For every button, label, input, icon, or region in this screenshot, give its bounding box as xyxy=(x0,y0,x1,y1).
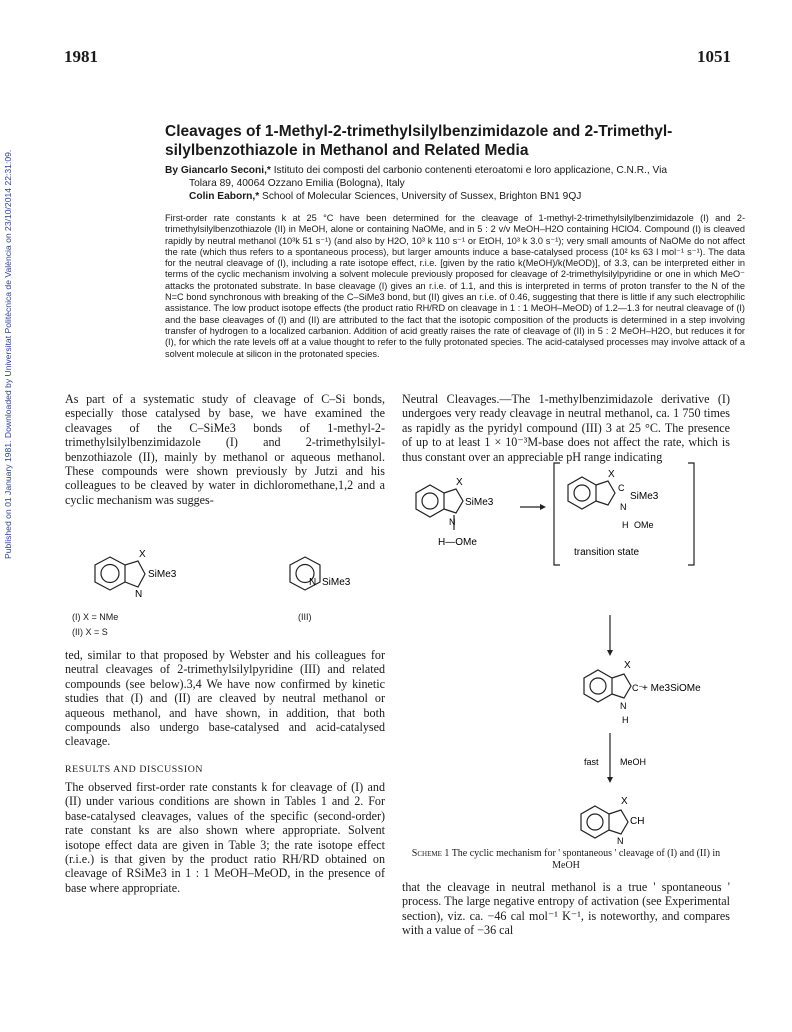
neutral-cleavages-paragraph: Neutral Cleavages.—The 1-methylbenzimidazole derivative (I) undergoes very ready cleavage in neutral methanol, ca. 1 750 times as rapidly as the pyridyl compound (III) 3 at 25 °C. The presence of up to at least 1 × 10⁻³M-base does not affect the rate, which is thus constant over an appreciable pH range indicating xyxy=(402,392,730,464)
svg-text:fast: fast xyxy=(584,757,599,767)
svg-text:SiMe3: SiMe3 xyxy=(465,497,494,508)
page-number: 1051 xyxy=(697,47,731,66)
intro-paragraph-continued: ted, similar to that proposed by Webster and his colleagues for neutral cleavages of 2-trimethylsilylpyridine (III) and related compounds (see below).3,4 We have now confirmed by kinetic studies that (I) and (II) are cleaved by neutral methanol or aqueous methanol, and have shown, in addition, that both compounds also undergo base-catalysed and acid-catalysed cleavage. xyxy=(65,648,385,749)
author-block xyxy=(165,164,745,203)
intro-paragraph: As part of a systematic study of cleavage of C–Si bonds, especially those catalysed by base, we have examined the cleavages of the C–SiMe3 bonds of 1-methyl-2-trimethylsilylbenzimidazole (I) and 2-trimethylsilyl-benzothiazole (II), mainly by methanol or aqueous methanol. These compounds were shown previously by Jutzi and his colleagues to be cleaved by water in dichloromethane,1,2 and a cyclic mechanism was sugges- xyxy=(65,392,385,507)
svg-text:X: X xyxy=(621,796,628,807)
ring-n-label-1: N xyxy=(135,589,143,600)
scheme-caption-text: The cyclic mechanism for ' spontaneous ' cleavage of (I) and (II) in MeOH xyxy=(451,848,721,871)
svg-text:N: N xyxy=(449,517,456,527)
sime3-label-2: SiMe3 xyxy=(322,577,351,588)
results-paragraph: The observed first-order rate constants k for cleavage of (I) and (II) under various conditions are shown in Tables 1 and 2. For base-catalysed cleavages, values of the specific (second-order) rate constant ks are also shown where appropriate. Solvent isotope effect data are given in Table 3; the rate isotope effect (r.i.e.) is that given by the product ratio RH/RD obtained on cleavage of RSiMe3 in 1 : 1 MeOH–MeOD, in the presence of base where appropriate. xyxy=(65,780,385,895)
sime3-label-1: SiMe3 xyxy=(148,569,177,580)
product-me3siome: + Me3SiOMe xyxy=(642,683,701,694)
svg-text:N: N xyxy=(617,836,624,846)
svg-text:X: X xyxy=(608,469,615,480)
author-2-affiliation: School of Molecular Sciences, University of Sussex, Brighton BN1 9QJ xyxy=(259,191,582,202)
journal-year: 1981 xyxy=(64,47,98,66)
scheme-1-diagram xyxy=(402,455,732,785)
author-1-address: Tolara 89, 40064 Ozzano Emilia (Bologna), Italy xyxy=(189,178,405,189)
abstract: First-order rate constants k at 25 °C have been determined for the cleavage of 1-methyl-2-trimethylsilylbenzimidazole (I) and 2-trimethylsilylbenzothiazole (II) in MeOH, alone or containing NaOMe, and in 5 : 2 v/v MeOH–H2O containing HClO4. Compound (I) is cleaved rapidly by neutral methanol (10³k 51 s⁻¹) (and also by H2O, 10³ k 110 s⁻¹ or EtOH, 10³ k 3.0 s⁻¹); very small amounts of NaOMe do not affect the rate (which thus refers to a spontaneous process), but larger amounts induce a base-catalysed process (10² ks 63 l mol⁻¹ s⁻¹). The data for the neutral cleavage of (I), including a rate isotope effect, r.i.e. [given by the ratio k(MeOH)/k(MeOD)], of 3.3, can be interpreted either in terms of the cyclic mechanism involving a solvent molecule previously proposed for cleavage of 2-trimethylsilylpyridine or one in which MeO⁻ attacks the protonated substrate. In base cleavage (I) gives an r.i.e. of 1.1, and this is interpreted in terms of proton transfer to the N of the N=C bond synchronous with breaking of the C–SiMe3 bond, but (II) gives an r.i.e. of 0.46, suggesting that there is little if any such electrophilic assistance. The low product isotope effects (the product ratio RH/RD on cleavage in 1 : 1 MeOH–MeOD) of 1.2—1.3 for neutral cleavage of (I) and the base cleavages of (I) and (II) are attributed to the fact that the isotopic composition of the products is determined in a step involving transfer of hydrogen to a localized carbanion. Addition of acid greatly raises the rate of cleavage of (II) in 5 : 2 MeOH–H2O, but reduces it for (I), for which the rate levels off at a value thought to refer to the fully protonated species. The acid-catalysed processes may involve attack of a solvent molecule at silicon in the protonated species. xyxy=(165,213,745,359)
svg-text:SiMe3: SiMe3 xyxy=(630,491,659,502)
svg-text:H: H xyxy=(622,520,629,530)
svg-text:CH: CH xyxy=(630,816,645,827)
ring-x-label: X xyxy=(139,549,146,560)
article-title: Cleavages of 1-Methyl-2-trimethylsilylbenzimidazole and 2-Trimethyl-silylbenzothiazole in Methanol and Related Media xyxy=(165,123,673,159)
final-product-structure xyxy=(575,790,685,850)
svg-text:N: N xyxy=(620,502,627,512)
svg-text:H: H xyxy=(622,715,629,725)
author-2: Colin Eaborn,* xyxy=(189,191,260,202)
ring-n-label-2: N xyxy=(309,577,317,588)
benzazole-structure xyxy=(95,557,145,590)
svg-text:C: C xyxy=(618,483,625,493)
author-1-affiliation: Istituto dei composti del carbonio contenenti eteroatomi e loro applicazione, C.N.R., Via xyxy=(270,165,668,176)
svg-text:X: X xyxy=(624,660,631,671)
download-watermark[interactable]: Published on 01 January 1981. Downloaded by Universitat Politècnica de València on 23/10/2014 22:31:09. xyxy=(3,149,13,559)
compound-i-label: (I) X = NMe xyxy=(72,612,119,622)
svg-text:C⁻: C⁻ xyxy=(632,683,644,693)
svg-text:X: X xyxy=(456,477,463,488)
structures-i-ii-iii xyxy=(65,545,385,615)
scheme-title: Scheme 1 xyxy=(411,848,450,859)
section-heading: RESULTS AND DISCUSSION xyxy=(65,764,204,775)
compound-ii-label: (II) X = S xyxy=(72,627,108,637)
svg-text:OMe: OMe xyxy=(634,520,654,530)
author-1: By Giancarlo Seconi,* xyxy=(165,165,271,176)
compound-iii-label: (III) xyxy=(298,612,312,622)
svg-text:N: N xyxy=(620,701,627,711)
transition-state-label: transition state xyxy=(574,547,640,558)
svg-text:H—OMe: H—OMe xyxy=(438,537,477,548)
scheme-caption xyxy=(402,848,730,872)
entropy-paragraph: that the cleavage in neutral methanol is a true ' spontaneous ' process. The large negative entropy of activation (see Experimental section), viz. ca. −46 cal mol⁻¹ K⁻¹, is noteworthy, and compares with a value of −36 cal xyxy=(402,880,730,938)
svg-text:MeOH: MeOH xyxy=(620,757,647,767)
